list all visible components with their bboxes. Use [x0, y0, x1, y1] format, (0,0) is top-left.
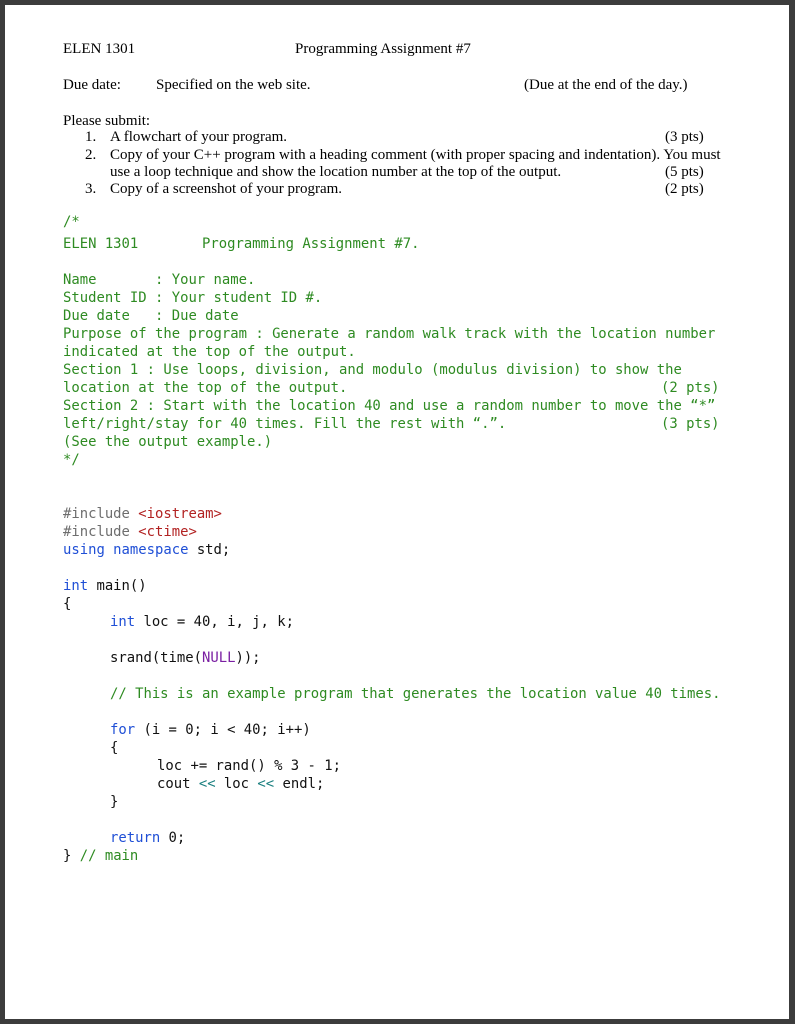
- include-header: <ctime>: [138, 524, 197, 540]
- comment-due-date: Due date : Due date: [63, 308, 239, 324]
- submit-item-text: A flowchart of your program.: [110, 129, 288, 145]
- due-date-note: (Due at the end of the day.): [524, 77, 688, 93]
- int-keyword: int: [110, 614, 136, 630]
- srand-start: srand(time(: [110, 650, 202, 666]
- main-signature: [63, 577, 147, 595]
- include-iostream: [63, 505, 222, 523]
- submit-heading: Please submit:: [63, 113, 151, 129]
- submit-item-points: (5 pts): [665, 164, 704, 180]
- submit-item-text: Copy of your C++ program with a heading comment (with proper spacing and indentation). You must: [110, 147, 721, 163]
- comment-purpose: Purpose of the program : Generate a random walk track with the location number: [63, 326, 716, 342]
- due-date-value: Specified on the web site.: [156, 77, 311, 93]
- srand-end: ));: [235, 650, 261, 666]
- submit-item-text: Copy of a screenshot of your program.: [110, 181, 343, 197]
- for-keyword: for: [110, 722, 136, 738]
- return-keyword: return: [110, 830, 161, 846]
- main-brace-close: [63, 847, 138, 865]
- submit-item-points: (3 pts): [665, 129, 704, 145]
- comment-title: Programming Assignment #7.: [202, 236, 420, 252]
- comment-close: */: [63, 452, 80, 468]
- declaration-rest: loc = 40, i, j, k;: [135, 614, 294, 630]
- include-header: <iostream>: [138, 506, 222, 522]
- main-brace-open: {: [63, 596, 72, 612]
- include-directive: #include: [63, 506, 139, 522]
- submit-item-number: 1.: [85, 129, 97, 145]
- comment-course: ELEN 1301: [63, 236, 139, 252]
- submit-item-number: 3.: [85, 181, 97, 197]
- assignment-page: [5, 5, 789, 1019]
- due-date-label: Due date:: [63, 77, 121, 93]
- comment-open: /*: [63, 214, 80, 230]
- for-brace-open: {: [110, 740, 119, 756]
- return-statement: [110, 829, 185, 847]
- comment-section-2: Section 2 : Start with the location 40 and use a random number to move the “*”: [63, 398, 716, 414]
- using-keyword: using namespace: [63, 542, 189, 558]
- example-comment: // This is an example program that generates the location value 40 times.: [110, 686, 721, 702]
- for-brace-close: }: [110, 794, 119, 810]
- cout-middle: loc: [215, 776, 258, 792]
- for-loop-header: [110, 721, 311, 739]
- variable-declaration: [110, 613, 294, 631]
- using-rest: std;: [188, 542, 231, 558]
- submit-item-points: (2 pts): [665, 181, 704, 197]
- null-literal: NULL: [202, 650, 236, 666]
- loc-update-line: loc += rand() % 3 - 1;: [157, 758, 341, 774]
- comment-section-2: left/right/stay for 40 times. Fill the rest with “.”.: [63, 416, 507, 432]
- closing-brace: }: [63, 848, 72, 864]
- main-rest: main(): [88, 578, 147, 594]
- stream-operator: <<: [198, 776, 216, 792]
- int-keyword: int: [63, 578, 89, 594]
- comment-section-1: Section 1 : Use loops, division, and modulo (modulus division) to show the: [63, 362, 682, 378]
- comment-section-1: location at the top of the output.: [63, 380, 348, 396]
- submit-item-text: use a loop technique and show the location number at the top of the output.: [110, 164, 562, 180]
- assignment-title: Programming Assignment #7: [295, 41, 471, 57]
- cout-end: endl;: [274, 776, 325, 792]
- comment-section-2-points: (3 pts): [661, 416, 720, 432]
- return-rest: 0;: [160, 830, 186, 846]
- cout-start: cout: [157, 776, 199, 792]
- submit-item-number: 2.: [85, 147, 97, 163]
- main-end-comment: // main: [71, 848, 139, 864]
- comment-section-1-points: (2 pts): [661, 380, 720, 396]
- srand-call: [110, 649, 261, 667]
- include-directive: #include: [63, 524, 139, 540]
- include-ctime: [63, 523, 197, 541]
- course-code: ELEN 1301: [63, 41, 136, 57]
- comment-name: Name : Your name.: [63, 272, 256, 288]
- cout-line: [157, 775, 324, 793]
- comment-purpose: indicated at the top of the output.: [63, 344, 356, 360]
- for-rest: (i = 0; i < 40; i++): [135, 722, 311, 738]
- stream-operator: <<: [257, 776, 275, 792]
- comment-student-id: Student ID : Your student ID #.: [63, 290, 323, 306]
- comment-see-example: (See the output example.): [63, 434, 273, 450]
- using-namespace-line: [63, 541, 230, 559]
